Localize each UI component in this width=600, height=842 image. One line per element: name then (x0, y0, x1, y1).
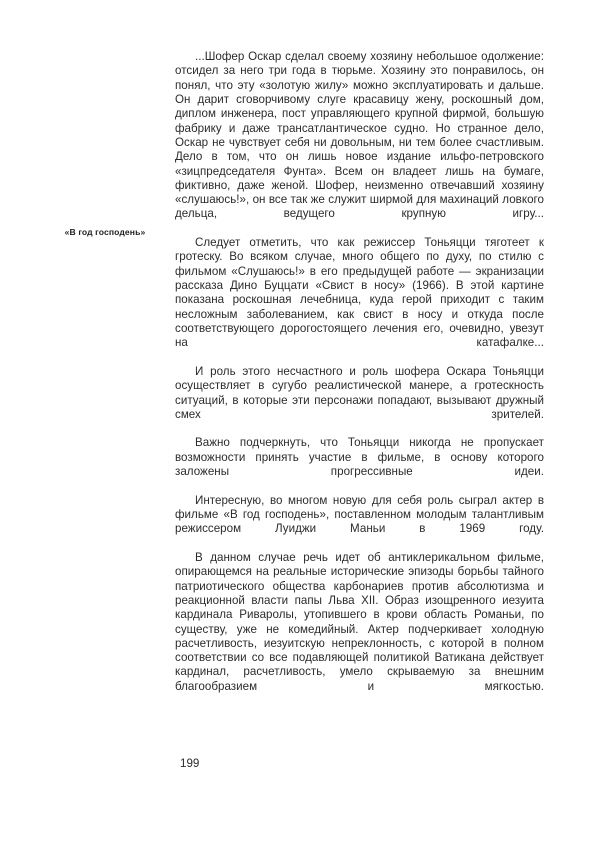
paragraph: В данном случае речь идет об антиклерикальном фильме, опирающемся на реальные исторические эпизоды борьбы тайного патриотического общества карбонариев против абсолютизма и реакционной власти папы Льва XII. Образ изощренного иезуита кардинала Риваролы, утопившего в крови область Романьи, по существу, уже не комедийный. Актер подчеркивает холодную расчетливость, иезуитскую непреклонность, с которой в полном соответствии со все подавляющей политикой Ватикана действует кардинал, расчетливость, умело скрываемую за внешним благообразием и мягкостью. (175, 550, 544, 693)
paragraph: Следует отметить, что как режиссер Тоньяцци тяготеет к гротеску. Во всяком случае, много общего по духу, по стилю с фильмом «Слушаюсь!» в его предыдущей работе — экранизации рассказа Дино Буццати «Свист в носу» (1966). В этой картине показана роскошная лечебница, куда герой приходит с таким несложным заболеванием, как свист в носу и откуда после соответствующего дорогостоящего лечения его, очевидно, увезут на катафалке... (175, 236, 544, 350)
margin-note-v-god-gospoden: «В год господень» (64, 227, 146, 237)
paragraph: Важно подчеркнуть, что Тоньяцци никогда не пропускает возможности принять участие в фильме, в основу которого заложены прогрессивные идеи. (175, 436, 544, 479)
margin-note-column (40, 0, 170, 842)
paragraph: ...Шофер Оскар сделал своему хозяину небольшое одолжение: отсидел за него три года в тюрьме. Хозяину это понравилось, он понял, что эту «золотую жилу» можно эксплуатировать и дальше. Он дарит сговорчивому слуге красавицу жену, роскошный дом, диплом инженера, пост управляющего крупной фирмой, большую фабрику и даже трансатлантическое судно. Но странное дело, Оскар не чувствует себя ни довольным, ни тем более счастливым. Дело в том, что он лишь новое издание ильфо-петровского «зицпредседателя Фунта». Всем он владеет лишь на бумаге, фиктивно, даже женой. Шофер, неизменно отвечавший хозяину «слушаюсь!», он все так же служит ширмой для махинаций ловкого дельца, ведущего крупную игру... (175, 50, 544, 221)
paragraph: Интересную, во многом новую для себя роль сыграл актер в фильме «В год господень», поставленном молодым талантливым режиссером Луиджи Маньи в 1969 году. (175, 493, 544, 536)
page-number: 199 (180, 757, 200, 770)
paragraph: И роль этого несчастного и роль шофера Оскара Тоньяцци осуществляет в сугубо реалистической манере, а гротескность ситуаций, в которые эти персонажи попадают, вызывают дружный смех зрителей. (175, 364, 544, 421)
body-text-column (175, 50, 544, 708)
